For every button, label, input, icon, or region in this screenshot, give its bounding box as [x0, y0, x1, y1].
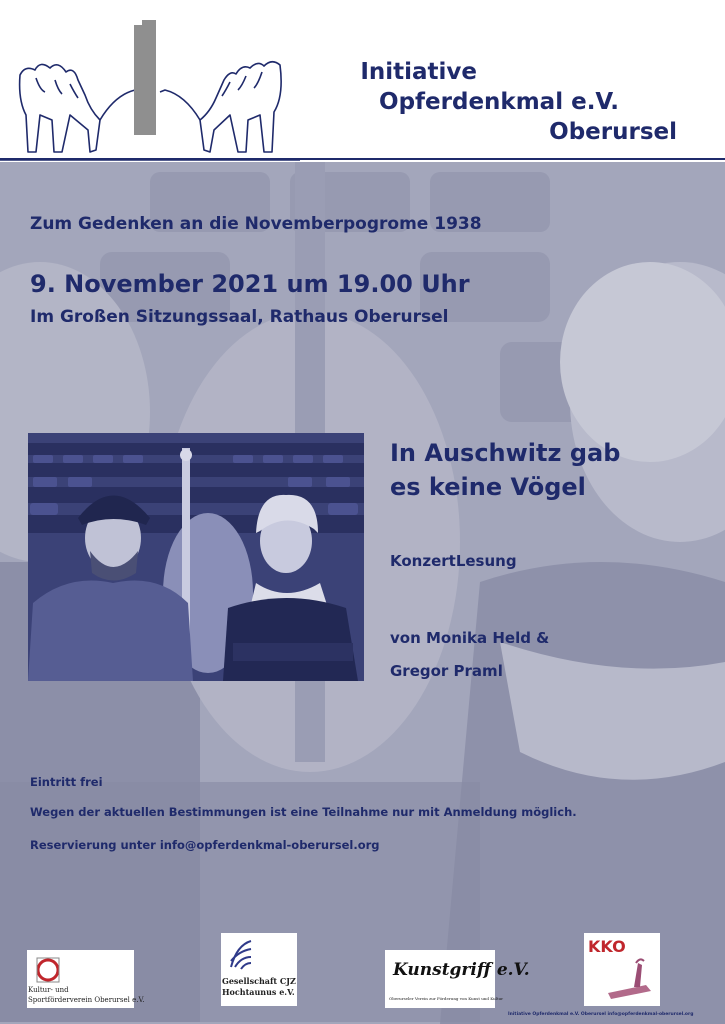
authors-line2: Gregor Praml: [390, 662, 503, 680]
kultur-sport-logo-icon: [35, 956, 61, 984]
header-divider: [0, 158, 725, 160]
event-title-line1: In Auschwitz gab: [390, 439, 621, 467]
sponsor2-line1: Gesellschaft CJZ: [222, 976, 296, 986]
footer-note: Initiative Opferdenkmal e.V. Oberursel info@opferdenkmal-oberursel.org: [508, 1012, 694, 1017]
event-authors: [390, 622, 549, 688]
header: [0, 0, 725, 162]
event-venue: Im Großen Sitzungssaal, Rathaus Oberursel: [30, 307, 449, 327]
sponsor-kunstgriff: [385, 950, 530, 1008]
admission-text: Eintritt frei: [30, 775, 103, 789]
reservation-text: Reservierung unter info@opferdenkmal-oberursel.org: [30, 838, 380, 852]
kko-logo-icon: [606, 957, 656, 1003]
memorial-logo-icon: [0, 20, 300, 162]
authors-line1: von Monika Held &: [390, 629, 550, 647]
event-type: KonzertLesung: [390, 552, 517, 570]
registration-notice: Wegen der aktuellen Bestimmungen ist eine Teilnahme nur mit Anmeldung möglich.: [30, 805, 577, 819]
org-title-line2: Opferdenkmal e.V.: [379, 89, 619, 115]
sponsor1-line1: Kultur- und: [28, 986, 69, 994]
sponsor-cjz: [221, 933, 297, 1006]
org-title-line3: Oberursel: [549, 119, 677, 145]
event-title-line2: es keine Vögel: [390, 473, 586, 501]
sponsor3-tagline: Oberurseler Verein zur Förderung von Kunst und Kultur: [389, 996, 504, 1001]
sponsor2-line2: Hochtaunus e.V.: [222, 987, 295, 997]
cjz-logo-icon: [227, 937, 255, 971]
event-title: [390, 436, 620, 504]
sponsor-kko: [584, 933, 660, 1006]
org-title-line1: Initiative: [360, 59, 477, 85]
sponsor1-line2: Sportförderverein Oberursel e.V.: [28, 996, 145, 1004]
sponsor4-name: KKO: [588, 937, 626, 956]
performers-photo: [28, 433, 364, 681]
sponsor-kultur-sport: [27, 950, 145, 1008]
sponsor3-name: Kunstgriff e.V.: [393, 960, 530, 980]
event-date: 9. November 2021 um 19.00 Uhr: [30, 270, 470, 298]
event-subtitle: Zum Gedenken an die Novemberpogrome 1938: [30, 214, 482, 234]
